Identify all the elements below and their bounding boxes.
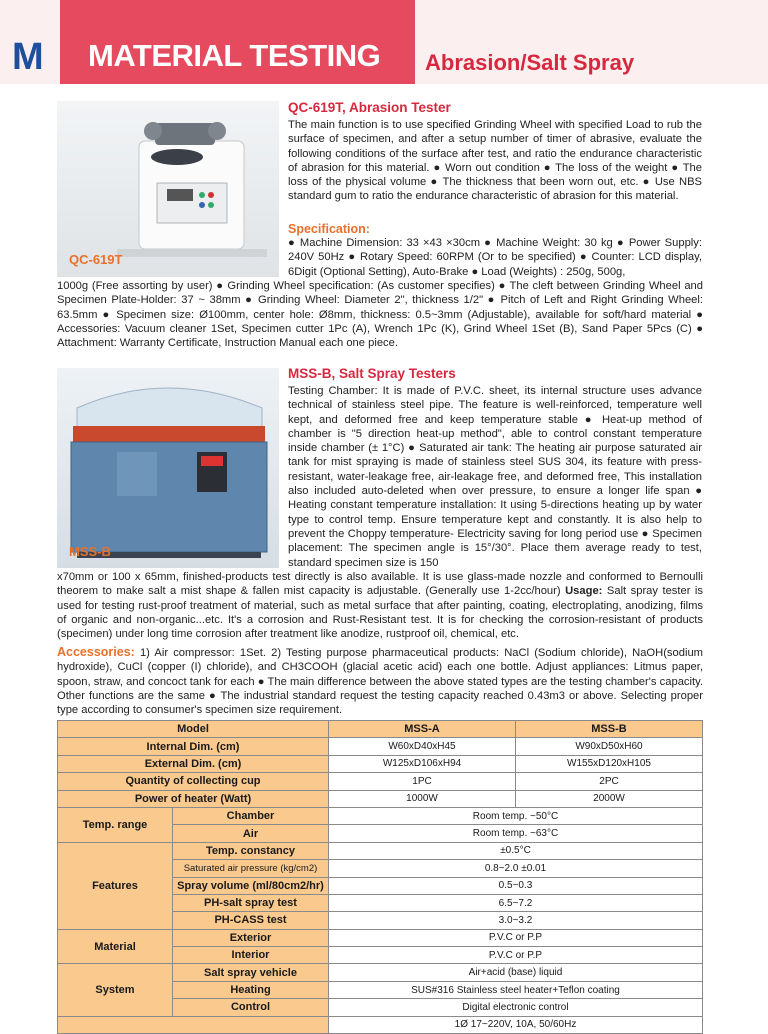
- cell: 2PC: [516, 773, 703, 790]
- cell: SUS#316 Stainless steel heater+Teflon coating: [329, 981, 703, 998]
- table-header-cell: Model: [58, 721, 329, 738]
- product-photo-label: MSS-B: [69, 544, 111, 559]
- group-label: System: [58, 964, 173, 1016]
- group-label: Temp. range: [58, 807, 173, 842]
- table-row: [58, 842, 703, 859]
- cell: 3.0~3.2: [329, 912, 703, 929]
- conditions-text: ● Worn out condition ● The loss of the weight ● The loss of the physical volume ● The thickness that been worn out, etc. ● Use NBS standard gum to ratio the endurance characteristic of abrasion for this material.: [288, 161, 703, 203]
- table-header-cell: MSS-B: [516, 721, 703, 738]
- cell: 1PC: [329, 773, 516, 790]
- spec-table: [57, 720, 703, 1034]
- description-text: The main function is to use specified Grinding Wheel with specified Load to rub the surface of specimen, and after a setup number of timer of abrasive, evaluate the following conditions of the surface after test, and ratio the endurance characteristic of abrasion for this material.: [288, 119, 702, 174]
- accessories-text: 1) Air compressor: 1Set. 2) Testing purpose pharmaceutical products: NaCl (Sodium chloride), NaOH(sodium hydroxide), CuCl (copper (I) chloride), and CH3COOH (glacial acetic acid) each one bottle. Adjust appliances: Litmus paper, spoon, straw, and concoct tank for each ● The main difference between the above stated types are the testing chamber's capacity. Other functions are the same ● The industrial standard request the testing capacity reached 0.43m3 or above. Selecting proper type according to consumer's specimen size requirement.: [57, 647, 703, 717]
- salt-spray-tester-illustration: [57, 368, 279, 568]
- row-label: Exterior: [173, 929, 329, 946]
- product-description: [288, 118, 702, 204]
- row-label: Control: [173, 999, 329, 1016]
- table-row: [58, 1016, 703, 1033]
- cell: Room temp. ~50°C: [329, 807, 703, 824]
- cell: 2000W: [516, 790, 703, 807]
- row-label: Air: [173, 825, 329, 842]
- table-row: [58, 807, 703, 824]
- page-title: MATERIAL TESTING: [88, 38, 381, 73]
- usage-text: Salt spray tester is used for testing rust-proof treatment of material, such as metal surface that after painting, coating, electroplating, anodizing, films of organic and non-organic...etc. It's a corrosion and Rust-Resistant test. It is for checking the corrosion-resistant of products (specimen) under long time corrosion after treatment like anodize, rustproof oil, chemical, etc.: [57, 585, 704, 641]
- table-row: [58, 755, 703, 772]
- row-label: Chamber: [173, 807, 329, 824]
- table-row: [58, 773, 703, 790]
- table-row: [58, 964, 703, 981]
- row-label: [58, 1016, 329, 1033]
- cell: W90xD50xH60: [516, 738, 703, 755]
- row-label: External Dim. (cm): [58, 755, 329, 772]
- cell: 1000W: [329, 790, 516, 807]
- row-label: Salt spray vehicle: [173, 964, 329, 981]
- nozzle-text: x70mm or 100 x 65mm, finished-products test directly is also available. It is use glass-made nozzle and conformed to Bernoulli theorem to make salt a mist shape & fallen mist capacity is adjustable. (Generally use 1-2cc/hour): [57, 571, 703, 598]
- cell: 6.5~7.2: [329, 894, 703, 911]
- table-row: [58, 790, 703, 807]
- row-label: Temp. constancy: [173, 842, 329, 859]
- row-label: PH-salt spray test: [173, 894, 329, 911]
- group-label: Features: [58, 842, 173, 929]
- abrasion-tester-illustration: [57, 101, 279, 277]
- row-label: PH-CASS test: [173, 912, 329, 929]
- row-label: Quantity of collecting cup: [58, 773, 329, 790]
- page-subtitle: Abrasion/Salt Spray: [425, 50, 635, 75]
- chamber-description: Testing Chamber: It is made of P.V.C. sheet, its internal structure uses advance technical of stainless steel pipe. The feature is well-reinforced, temperature well kept, and deformed free and keep temperature stable ● Heat-up method of chamber is "5 direction heat-up method", able to control constant temperature inside chamber (± 1°C) ● Saturated air tank: The heating air purpose saturated air tank for mist spraying is made of stainless steel SUS 304, its feature with press-resistant, water-leakage free, air-leakage free, and deformed free, This installation also included auto-deleted when over pressure, to ensure a longer life span ● Heating constant temperature installation: It using 5-directions heating up by water type to control temp. Ensure temperature kept and constantly. It is also help to prevent the Choppy temperature- Electricity saving for long period use ● Specimen placement: The specimen angle is 15°/30°. Place them average ready to test, standard specimen size is 150: [288, 385, 702, 569]
- table-header-row: [58, 721, 703, 738]
- spec-text-top: ● Machine Dimension: 33 ×43 ×30cm ● Machine Weight: 30 kg ● Power Supply: 240V 50Hz ● Rotary Speed: 60RPM (Or to be specified) ● Counter: LCD display, 6Digit (Optional Setting), Auto-Brake ● Load (Weights) : 250g, 500g,: [288, 237, 702, 278]
- cell: W155xD120xH105: [516, 755, 703, 772]
- section-letter: M: [12, 36, 44, 78]
- abrasion-tester-photo: [57, 101, 279, 277]
- cell: P.V.C or P.P: [329, 947, 703, 964]
- row-label: Power of heater (Watt): [58, 790, 329, 807]
- accessories-block: [57, 645, 703, 717]
- cell: 0.5~0.3: [329, 877, 703, 894]
- cell: 0.8~2.0 ±0.01: [329, 860, 703, 877]
- spec-heading: Specification:: [288, 222, 370, 236]
- cell: Room temp. ~63°C: [329, 825, 703, 842]
- row-label: Heating: [173, 981, 329, 998]
- nozzle-and-usage: [57, 570, 703, 641]
- row-label: Spray volume (ml/80cm2/hr): [173, 877, 329, 894]
- product-title: MSS-B, Salt Spray Testers: [288, 366, 456, 381]
- product-title: QC-619T, Abrasion Tester: [288, 100, 451, 115]
- row-label: Saturated air pressure (kg/cm2): [173, 860, 329, 877]
- cell: Digital electronic control: [329, 999, 703, 1016]
- product-photo-label: QC-619T: [69, 252, 123, 267]
- usage-label: Usage:: [565, 585, 603, 598]
- cell: W60xD40xH45: [329, 738, 516, 755]
- group-label: Material: [58, 929, 173, 964]
- cell: P.V.C or P.P: [329, 929, 703, 946]
- cell: Air+acid (base) liquid: [329, 964, 703, 981]
- table-row: [58, 929, 703, 946]
- table-row: [58, 738, 703, 755]
- row-label: Internal Dim. (cm): [58, 738, 329, 755]
- table-header-cell: MSS-A: [329, 721, 516, 738]
- accessories-label: Accessories:: [57, 645, 135, 659]
- cell: W125xD106xH94: [329, 755, 516, 772]
- row-label: Interior: [173, 947, 329, 964]
- cell: ±0.5°C: [329, 842, 703, 859]
- cell: 1Ø 17~220V, 10A, 50/60Hz: [329, 1016, 703, 1033]
- spec-text-bottom: 1000g (Free assorting by user) ● Grinding Wheel specification: (As customer specifies) ● The cleft between Grinding Wheel and Specimen Plate-Holder: 37 ~ 38mm ● Grinding Wheel: Diameter 2", thickness 1/2" ● Pitch of Left and Right Grinding Wheel: 63.5mm ● Specimen size: Ø100mm, center hole: Ø8mm, thickness: 0.5~3mm (Adjustable), available for soft/hard material ● Accessories: Vacuum cleaner 1Set, Specimen cutter 1Pc (A), Wrench 1Pc (K), Grind Wheel 1Set (B), Sand Paper 5Pcs (C) ● Attachment: Warranty Certificate, Instruction Manual each one piece.: [57, 280, 703, 350]
- salt-spray-tester-photo: [57, 368, 279, 568]
